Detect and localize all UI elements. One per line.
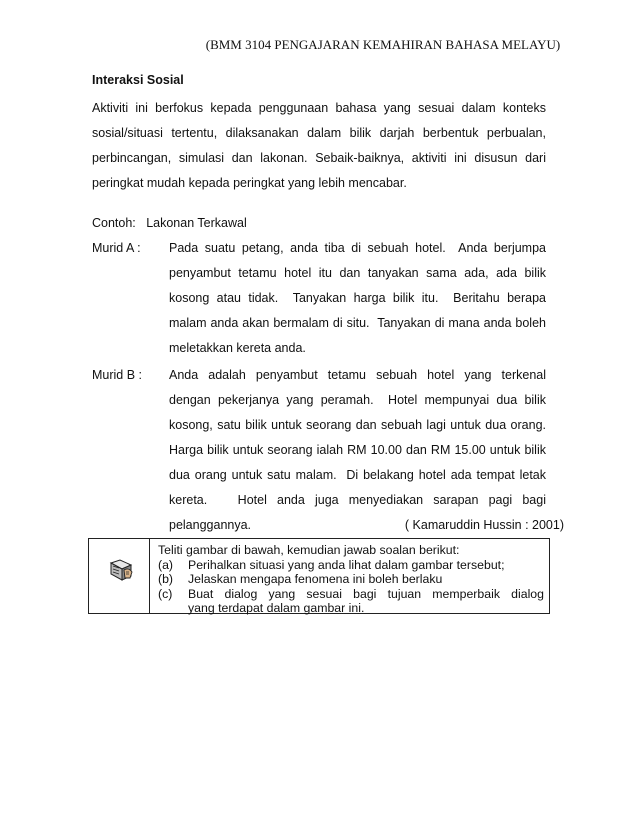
task-intro: Teliti gambar di bawah, kemudian jawab soalan berikut: bbox=[158, 543, 460, 557]
book-hand-icon bbox=[108, 557, 134, 583]
murid-b-label: Murid B : bbox=[92, 368, 143, 382]
murid-a-line: kosong atau tidak. Tanyakan harga bilik itu. Beritahu berapa bbox=[169, 291, 546, 305]
task-text bbox=[158, 543, 544, 616]
murid-a-text bbox=[169, 236, 546, 361]
murid-b-line: dengan pekerjanya yang peramah. Hotel mempunyai dua bilik bbox=[169, 393, 546, 407]
task-divider bbox=[149, 539, 150, 613]
murid-b-line: pelanggannya. bbox=[169, 518, 252, 532]
intro-line: Aktiviti ini berfokus kepada penggunaan bahasa yang sesuai dalam konteks bbox=[92, 101, 546, 115]
murid-b-line: Anda adalah penyambut tetamu sebuah hotel yang terkenal bbox=[169, 368, 546, 382]
intro-line: perbincangan, simulasi dan lakonan. Sebaik-baiknya, aktiviti ini disusun dari bbox=[92, 151, 546, 165]
task-box bbox=[88, 538, 550, 614]
murid-a-label: Murid A : bbox=[92, 241, 141, 255]
murid-a-line: Pada suatu petang, anda tiba di sebuah hotel. Anda berjumpa bbox=[169, 241, 546, 255]
murid-b-line: kereta. Hotel anda juga menyediakan sarapan pagi bagi bbox=[169, 493, 546, 507]
section-title: Interaksi Sosial bbox=[92, 73, 184, 87]
task-item-text: Buat dialog yang sesuai bagi tujuan memperbaik dialog bbox=[188, 586, 544, 601]
intro-paragraph bbox=[92, 96, 546, 196]
intro-line: sosial/situasi tertentu, dilaksanakan dalam bilik darjah berbentuk perbualan, bbox=[92, 126, 546, 140]
murid-b-last-row bbox=[169, 513, 564, 538]
task-item-text: Jelaskan mengapa fenomena ini boleh berlaku bbox=[188, 572, 443, 586]
example-title: Contoh: Lakonan Terkawal bbox=[92, 216, 247, 230]
task-item-b bbox=[158, 572, 544, 587]
murid-b-line: Harga bilik untuk seorang ialah RM 10.00 dan RM 15.00 untuk bilik bbox=[169, 443, 546, 457]
task-item-c bbox=[158, 587, 544, 616]
task-item-text: Perihalkan situasi yang anda lihat dalam gambar tersebut; bbox=[188, 557, 505, 572]
intro-line: peringkat mudah kepada peringkat yang lebih mencabar. bbox=[92, 176, 407, 190]
task-marker: (c) bbox=[158, 586, 173, 601]
murid-b-text bbox=[169, 363, 564, 538]
task-item-text: yang terdapat dalam gambar ini. bbox=[188, 601, 365, 615]
murid-a-line: meletakkan kereta anda. bbox=[169, 341, 306, 355]
citation: ( Kamaruddin Hussin : 2001) bbox=[404, 518, 564, 532]
page-header: (BMM 3104 PENGAJARAN KEMAHIRAN BAHASA MELAYU) bbox=[205, 37, 561, 52]
murid-a-line: malam anda akan bermalam di situ. Tanyakan di mana anda boleh bbox=[169, 316, 546, 330]
task-marker: (b) bbox=[158, 572, 174, 586]
task-item-a bbox=[158, 558, 544, 573]
task-marker: (a) bbox=[158, 557, 174, 572]
murid-b-line: kosong, satu bilik untuk seorang dan sebuah lagi untuk dua orang. bbox=[169, 418, 546, 432]
murid-b-line: dua orang untuk satu malam. Di belakang hotel ada tempat letak bbox=[169, 468, 546, 482]
murid-a-line: penyambut tetamu hotel itu dan tanyakan sama ada, ada bilik bbox=[169, 266, 546, 280]
